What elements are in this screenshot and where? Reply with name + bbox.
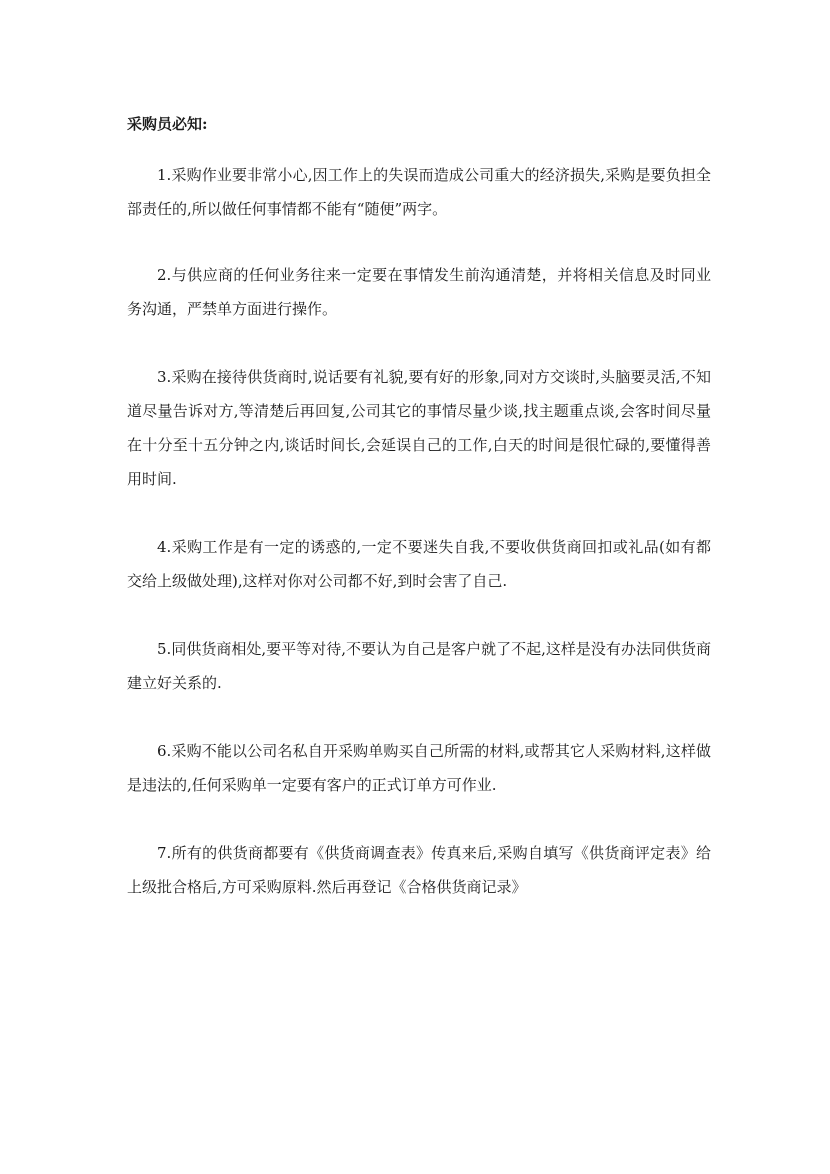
paragraph-5: 5.同供货商相处,要平等对待,不要认为自己是客户就了不起,这样是没有办法同供货商建立好关系的. [127, 640, 711, 692]
document-body [127, 108, 711, 938]
paragraph-3: 3.采购在接待供货商时,说话要有礼貌,要有好的形象,同对方交谈时,头脑要灵活,不知道尽量告诉对方,等清楚后再回复,公司其它的事情尽量少谈,找主题重点谈,会客时间尽量在十分至十五分钟之内,谈话时间长,会延误自己的工作,白天的时间是很忙碌的,要懂得善用时间. [127, 368, 711, 488]
paragraph-2: 2.与供应商的任何业务往来一定要在事情发生前沟通清楚，并将相关信息及时同业务沟通，严禁单方面进行操作。 [127, 266, 711, 318]
paragraph-6: 6.采购不能以公司名私自开采购单购买自己所需的材料,或帮其它人采购材料,这样做是违法的,任何采购单一定要有客户的正式订单方可作业. [127, 742, 711, 794]
paragraph-1: 1.采购作业要非常小心,因工作上的失误而造成公司重大的经济损失,采购是要负担全部责任的,所以做任何事情都不能有“随便”两字。 [127, 166, 711, 218]
paragraph-7: 7.所有的供货商都要有《供货商调查表》传真来后,采购自填写《供货商评定表》给上级批合格后,方可采购原料.然后再登记《合格供货商记录》 [127, 844, 711, 896]
document-title: 采购员必知: [127, 115, 208, 133]
paragraph-4: 4.采购工作是有一定的诱惑的,一定不要迷失自我,不要收供货商回扣或礼品(如有都交给上级做处理),这样对你对公司都不好,到时会害了自己. [127, 538, 711, 590]
